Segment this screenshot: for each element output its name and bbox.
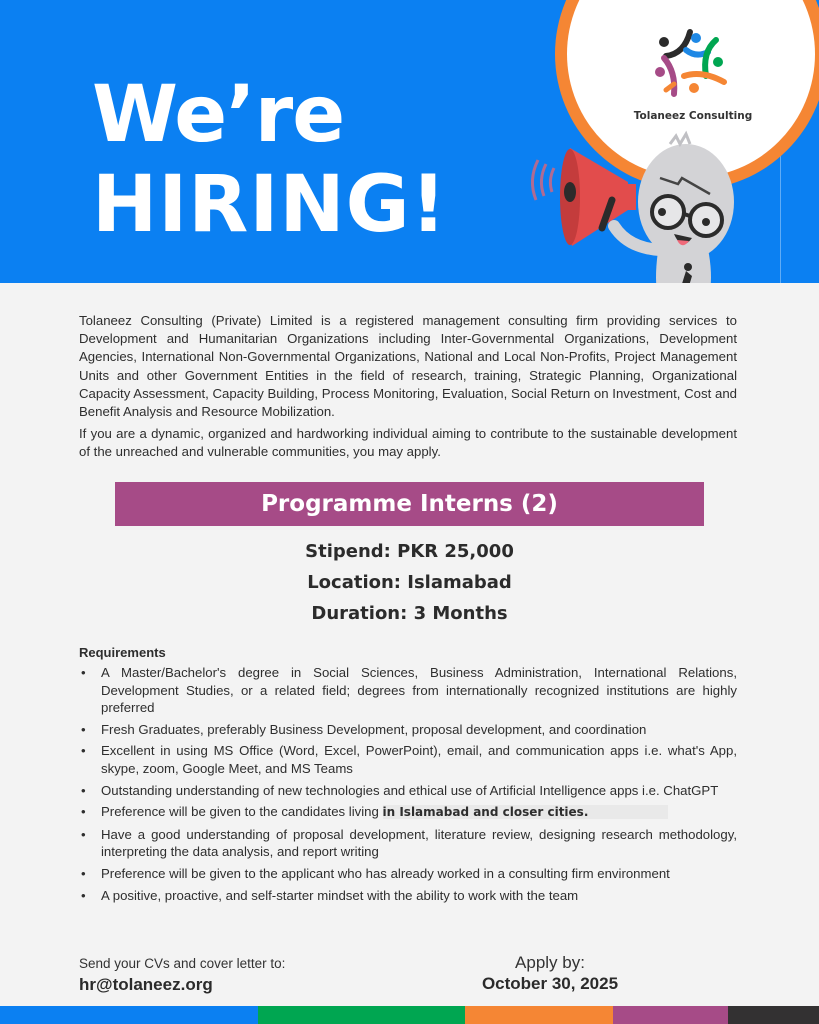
- color-segment-purple: [613, 1006, 728, 1024]
- requirement-highlight: in Islamabad and closer cities.: [383, 805, 669, 819]
- color-segment-dark: [728, 1006, 819, 1024]
- deadline-label: Apply by:: [515, 953, 585, 972]
- bullet-icon: •: [81, 887, 86, 903]
- color-segment-blue: [0, 1006, 258, 1024]
- color-segment-orange: [465, 1006, 613, 1024]
- requirements-heading: Requirements: [79, 645, 166, 660]
- bullet-icon: •: [81, 782, 86, 798]
- bullet-icon: •: [81, 665, 86, 680]
- headline-line-2: HIRING!: [92, 160, 448, 250]
- deadline-date: October 30, 2025: [481, 974, 619, 993]
- list-item: [79, 887, 737, 905]
- bullet-icon: •: [81, 804, 86, 820]
- requirement-text: A Master/Bachelor's degree in Social Sciences, Business Administration, International Relations, Development Studies, or a related field; degrees from internationally recognized institutions are highly preferred: [101, 665, 737, 716]
- requirement-text: Have a good understanding of proposal development, literature review, designing research methodology, interpreting the data analysis, and report writing: [101, 826, 737, 860]
- requirement-text: Excellent in using MS Office (Word, Excel, PowerPoint), email, and communication apps i.e. what's App, skype, zoom, Google Meet, and MS Teams: [101, 743, 737, 776]
- bullet-icon: •: [81, 743, 86, 759]
- contact-email-link[interactable]: hr@tolaneez.org: [79, 975, 213, 994]
- headline: [92, 70, 447, 250]
- deadline-info: [460, 953, 640, 994]
- position-details: [0, 536, 819, 629]
- list-item: [79, 803, 737, 822]
- list-item: [79, 826, 737, 861]
- intro-paragraph: Tolaneez Consulting (Private) Limited is a registered management consulting firm providing services to Development and Humanitarian Organizations including Inter-Governmental Organizations, Development Agencies, International Non-Governmental Organizations, National and Local Non-Profits, Project Management Units and other Government Entities in the field of research, training, Strategic Planning, Organizational Capacity Assessment, Capacity Building, Process Monitoring, Evaluation, Social Return on Investment, Cost and Benefit Analysis and Resource Mobilization.: [79, 313, 737, 420]
- requirements-list: [79, 664, 737, 908]
- requirement-text: Preference will be given to the candidates living: [101, 804, 383, 820]
- bullet-icon: •: [81, 721, 86, 737]
- footer-color-bar: [0, 1006, 819, 1024]
- requirement-text: Outstanding understanding of new technologies and ethical use of Artificial Intelligence apps i.e. ChatGPT: [101, 782, 719, 798]
- requirement-text: A positive, proactive, and self-starter mindset with the ability to work with the team: [101, 887, 579, 903]
- headline-line-1: We’re: [92, 70, 345, 160]
- list-item: [79, 865, 737, 883]
- stipend: Stipend: PKR 25,000: [305, 541, 514, 562]
- location: Location: Islamabad: [307, 572, 512, 593]
- bullet-icon: •: [81, 865, 86, 881]
- list-item: [79, 782, 737, 800]
- list-item: [79, 742, 737, 777]
- requirement-text: Preference will be given to the applicant who has already worked in a consulting firm environment: [101, 865, 670, 881]
- bullet-icon: •: [81, 826, 86, 842]
- list-item: [79, 664, 737, 717]
- contact-label: Send your CVs and cover letter to:: [79, 956, 286, 971]
- company-name: Tolaneez Consulting: [633, 110, 753, 122]
- position-title-banner: Programme Interns (2): [115, 482, 704, 526]
- people-circle-logo-icon: [650, 28, 730, 98]
- color-segment-green: [258, 1006, 465, 1024]
- invitation-paragraph: If you are a dynamic, organized and hardworking individual aiming to contribute to the sustainable development of the unreached and vulnerable communities, you may apply.: [79, 426, 737, 460]
- company-intro: [79, 312, 737, 462]
- list-item: [79, 721, 737, 739]
- contact-info: [79, 956, 285, 995]
- requirement-text: Fresh Graduates, preferably Business Development, proposal development, and coordination: [101, 721, 647, 737]
- duration: Duration: 3 Months: [311, 603, 508, 624]
